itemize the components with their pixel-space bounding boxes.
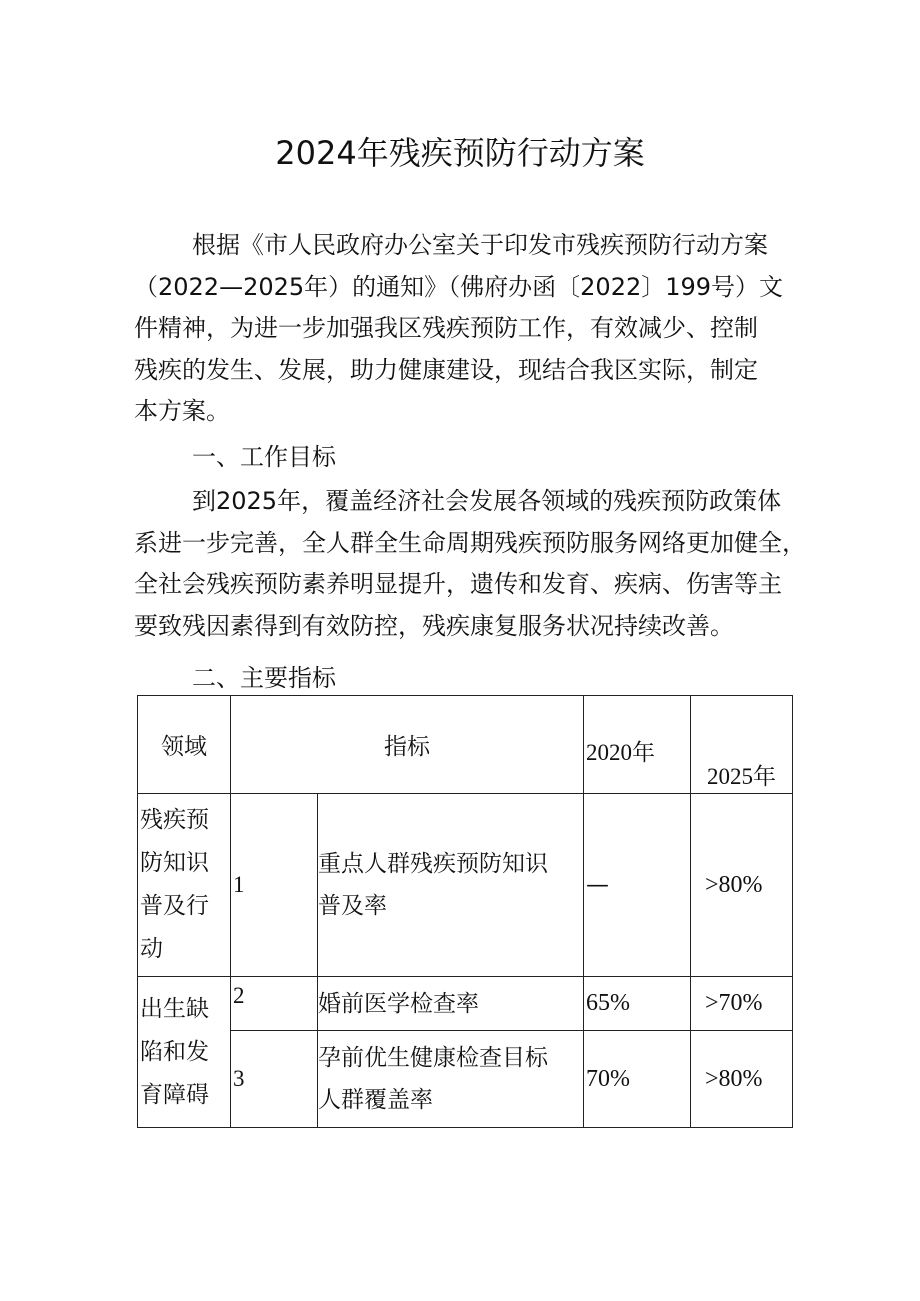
domain-line: 防知识 bbox=[140, 850, 209, 876]
intro-line: （2022—2025年）的通知》（佛府办函〔2022〕199号）文 bbox=[134, 272, 784, 301]
intro-paragraph bbox=[134, 225, 814, 433]
header-indicator: 指标 bbox=[231, 696, 584, 794]
section-heading-indicators: 二、主要指标 bbox=[192, 664, 336, 692]
intro-line: 残疾的发生、发展，助力健康建设，现结合我区实际，制定 bbox=[134, 355, 758, 384]
indicator-line: 人群覆盖率 bbox=[318, 1087, 433, 1113]
indicator-cell bbox=[318, 1031, 584, 1128]
intro-line: 件精神，为进一步加强我区残疾预防工作，有效减少、控制 bbox=[134, 314, 758, 342]
indicator-line: 孕前优生健康检查目标 bbox=[318, 1045, 548, 1071]
value-2025: >70% bbox=[691, 977, 793, 1031]
indicator-line: 婚前医学检查率 bbox=[318, 990, 479, 1017]
indicators-table bbox=[137, 695, 793, 1128]
goals-paragraph bbox=[134, 481, 814, 647]
header-2025: 2025年 bbox=[691, 696, 793, 794]
section-heading-goals: 一、工作目标 bbox=[192, 443, 336, 471]
value-2020: 70% bbox=[584, 1031, 691, 1128]
intro-line: 本方案。 bbox=[134, 397, 230, 425]
domain-line: 出生缺 bbox=[140, 995, 209, 1022]
value-2025: >80% bbox=[691, 1031, 793, 1128]
domain-cell bbox=[138, 794, 231, 977]
table-row bbox=[138, 977, 793, 1031]
goals-line: 系进一步完善，全人群全生命周期残疾预防服务网络更加健全， bbox=[134, 528, 806, 557]
value-2020: — bbox=[584, 794, 691, 977]
goals-line: 要致残因素得到有效防控，残疾康复服务状况持续改善。 bbox=[134, 611, 734, 640]
indicator-cell bbox=[318, 977, 584, 1031]
intro-line: 根据《市人民政府办公室关于印发市残疾预防行动方案 bbox=[192, 231, 768, 259]
table-row bbox=[138, 794, 793, 977]
table-header-row bbox=[138, 696, 793, 794]
domain-line: 育障碍 bbox=[140, 1081, 209, 1108]
row-number: 1 bbox=[231, 794, 318, 977]
goals-line: 全社会残疾预防素养明显提升，遗传和发育、疾病、伤害等主 bbox=[134, 570, 782, 598]
domain-line: 陷和发 bbox=[140, 1038, 209, 1065]
indicator-line: 重点人群残疾预防知识 bbox=[318, 851, 548, 877]
domain-line: 普及行 bbox=[140, 893, 209, 919]
document-title: 2024年残疾预防行动方案 bbox=[275, 134, 645, 172]
header-2020: 2020年 bbox=[584, 696, 691, 794]
value-2020: 65% bbox=[584, 977, 691, 1031]
header-domain: 领域 bbox=[138, 696, 231, 794]
row-number: 2 bbox=[231, 977, 318, 1031]
goals-line: 到2025年，覆盖经济社会发展各领域的残疾预防政策体 bbox=[192, 487, 782, 515]
table-row bbox=[138, 1031, 793, 1128]
domain-cell bbox=[138, 977, 231, 1128]
indicator-cell bbox=[318, 794, 584, 977]
domain-line: 残疾预 bbox=[140, 807, 209, 833]
indicator-line: 普及率 bbox=[318, 893, 387, 919]
row-number: 3 bbox=[231, 1031, 318, 1128]
value-2025: >80% bbox=[691, 794, 793, 977]
domain-line: 动 bbox=[140, 936, 163, 962]
